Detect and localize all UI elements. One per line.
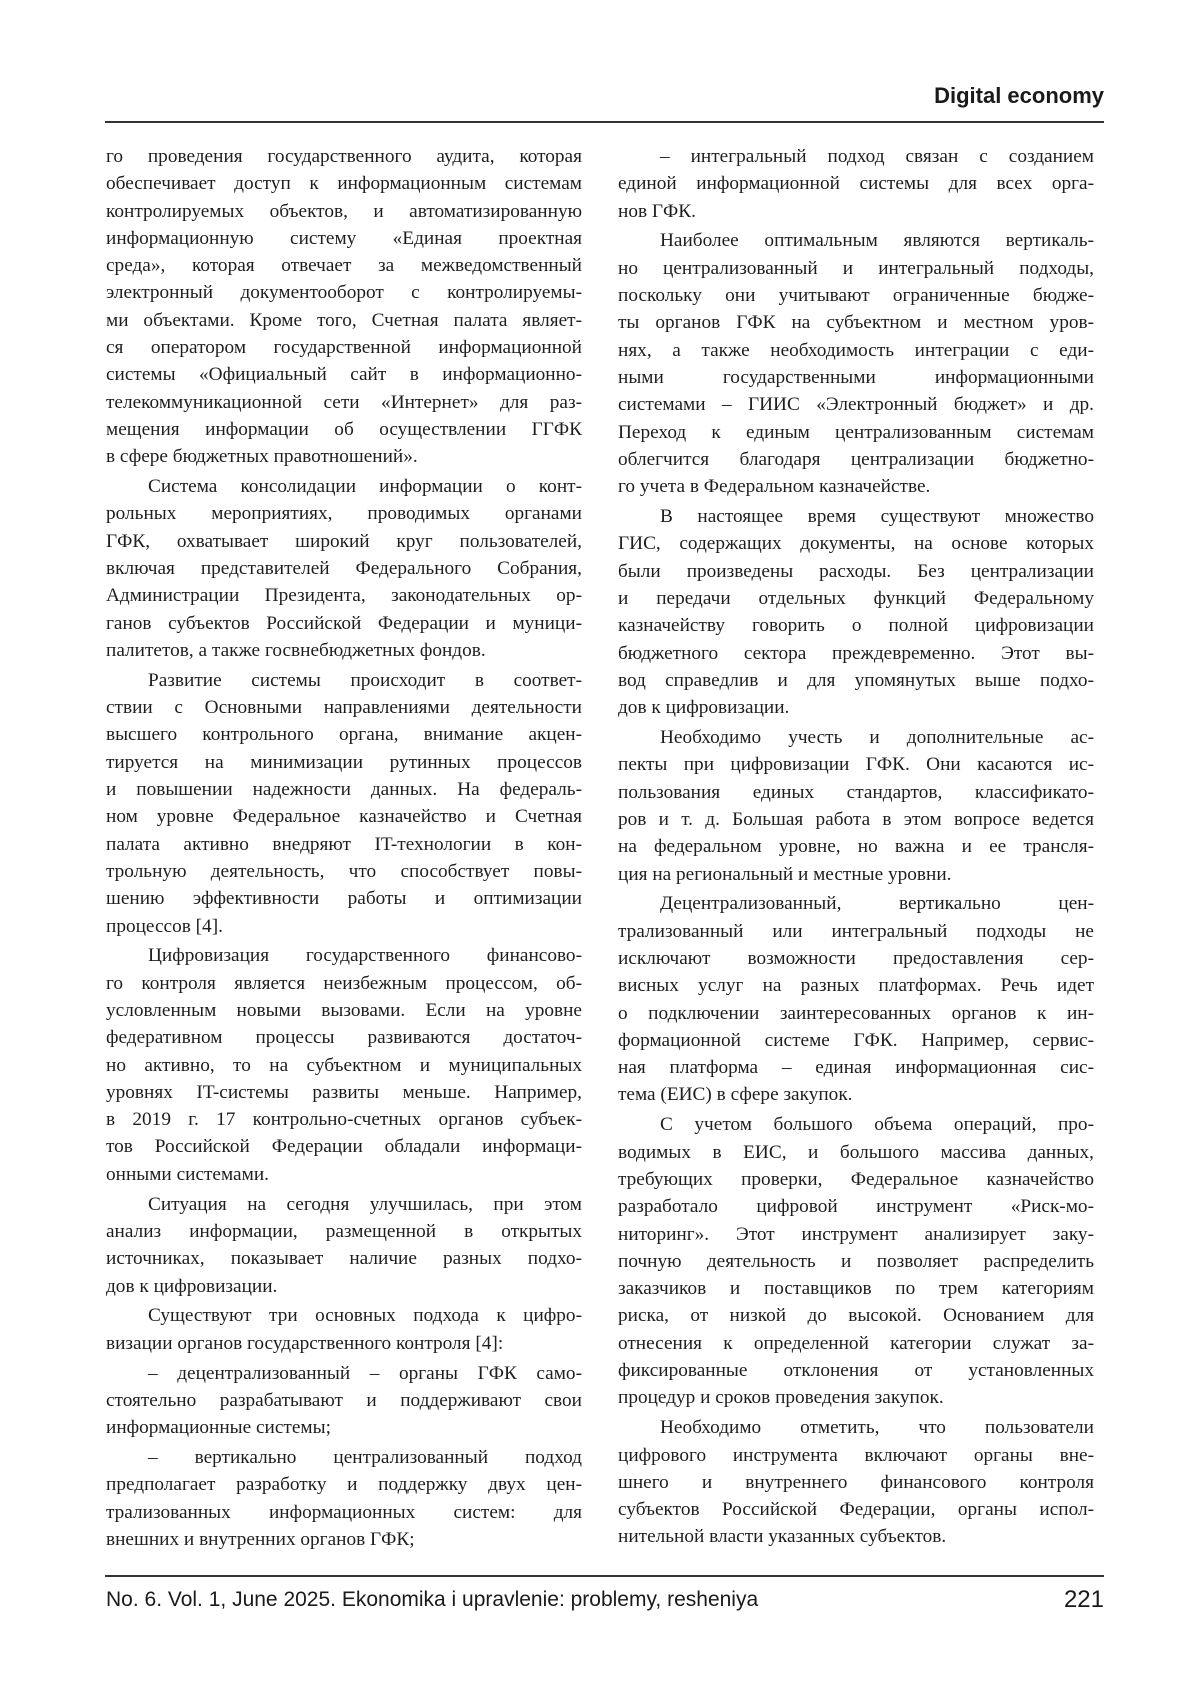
text-line: ганов субъектов Российской Федерации и муници-	[106, 610, 582, 637]
text-line: формационной системе ГФК. Например, сервис-	[618, 1027, 1094, 1054]
text-line: В настоящее время существуют множество	[618, 503, 1094, 530]
text-line: трализованных информационных систем: для	[106, 1499, 582, 1526]
text-line: онными системами.	[106, 1161, 582, 1188]
text-line: системами – ГИИС «Электронный бюджет» и др.	[618, 391, 1094, 418]
running-head-section: Digital economy	[934, 83, 1104, 109]
paragraph	[618, 503, 1094, 721]
text-line: ция на региональный и местные уровни.	[618, 861, 1094, 888]
text-line: отнесения к определенной категории служат за-	[618, 1330, 1094, 1357]
text-line: информационные системы;	[106, 1414, 582, 1441]
text-line: федеративном процессы развиваются достаточ-	[106, 1024, 582, 1051]
text-line: единой информационной системы для всех орга-	[618, 170, 1094, 197]
text-line: ными государственными информационными	[618, 364, 1094, 391]
text-line: требующих проверки, Федеральное казначейство	[618, 1166, 1094, 1193]
text-line: источниках, показывает наличие разных подхо-	[106, 1245, 582, 1272]
text-line: исключают возможности предоставления сер-	[618, 945, 1094, 972]
text-line: телекоммуникационной сети «Интернет» для раз-	[106, 389, 582, 416]
text-line: нительной власти указанных субъектов.	[618, 1523, 1094, 1550]
text-line: ГИС, содержащих документы, на основе которых	[618, 530, 1094, 557]
paragraph	[618, 1111, 1094, 1411]
text-line: были произведены расходы. Без централизации	[618, 558, 1094, 585]
text-line: в 2019 г. 17 контрольно-счетных органов субъек-	[106, 1106, 582, 1133]
paragraph	[106, 1360, 582, 1442]
text-line: ГФК, охватывает широкий круг пользователей,	[106, 528, 582, 555]
paragraph	[106, 1444, 582, 1553]
text-line: нях, а также необходимость интеграции с еди-	[618, 337, 1094, 364]
text-line: ствии с Основными направлениями деятельности	[106, 694, 582, 721]
right-column	[618, 143, 1094, 1553]
text-line: нов ГФК.	[618, 198, 1094, 225]
paragraph	[618, 1414, 1094, 1550]
text-line: и передачи отдельных функций Федеральному	[618, 585, 1094, 612]
text-line: цифрового инструмента включают органы вне-	[618, 1442, 1094, 1469]
text-line: ров и т. д. Большая работа в этом вопросе ведется	[618, 806, 1094, 833]
text-line: С учетом большого объема операций, про-	[618, 1111, 1094, 1138]
text-line: ная платформа – единая информационная сис-	[618, 1054, 1094, 1081]
text-line: дов к цифровизации.	[618, 694, 1094, 721]
text-line: Ситуация на сегодня улучшилась, при этом	[106, 1191, 582, 1218]
text-line: казначейству говорить о полной цифровизации	[618, 612, 1094, 639]
paragraph	[106, 473, 582, 664]
text-line: заказчиков и поставщиков по трем категориям	[618, 1275, 1094, 1302]
text-line: информационную систему «Единая проектная	[106, 225, 582, 252]
text-line: тируется на минимизации рутинных процессов	[106, 749, 582, 776]
text-line: предполагает разработку и поддержку двух цен-	[106, 1471, 582, 1498]
text-line: риска, от низкой до высокой. Основанием для	[618, 1302, 1094, 1329]
text-line: Децентрализованный, вертикально цен-	[618, 890, 1094, 917]
text-line: тема (ЕИС) в сфере закупок.	[618, 1081, 1094, 1108]
text-line: трализованный или интегральный подходы не	[618, 918, 1094, 945]
text-line: – вертикально централизованный подход	[106, 1444, 582, 1471]
text-line: Наиболее оптимальным являются вертикаль-	[618, 227, 1094, 254]
text-line: вод справедлив и для упомянутых выше подхо-	[618, 667, 1094, 694]
text-line: разработало цифровой инструмент «Риск-мо-	[618, 1193, 1094, 1220]
paragraph	[618, 143, 1094, 225]
text-line: шнего и внутреннего финансового контроля	[618, 1469, 1094, 1496]
text-line: тов Российской Федерации обладали информаци-	[106, 1133, 582, 1160]
header-rule	[105, 121, 1104, 123]
text-line: рольных мероприятиях, проводимых органами	[106, 500, 582, 527]
page-footer	[106, 1588, 1104, 1612]
text-line: облегчится благодаря централизации бюджетно-	[618, 446, 1094, 473]
text-line: Существуют три основных подхода к цифро-	[106, 1302, 582, 1329]
paragraph	[618, 724, 1094, 888]
text-line: Система консолидации информации о конт-	[106, 473, 582, 500]
text-line: визации органов государственного контроля [4]:	[106, 1330, 582, 1357]
paragraph	[106, 1302, 582, 1357]
text-line: шению эффективности работы и оптимизации	[106, 885, 582, 912]
text-line: уровнях IT-системы развиты меньше. Например,	[106, 1079, 582, 1106]
journal-citation: No. 6. Vol. 1, June 2025. Ekonomika i upravlenie: problemy, resheniya	[106, 1588, 758, 1611]
text-line: го проведения государственного аудита, которая	[106, 143, 582, 170]
text-line: – интегральный подход связан с созданием	[618, 143, 1094, 170]
text-line: ном уровне Федеральное казначейство и Счетная	[106, 803, 582, 830]
text-line: субъектов Российской Федерации, органы испол-	[618, 1496, 1094, 1523]
text-line: Необходимо отметить, что пользователи	[618, 1414, 1094, 1441]
paragraph	[106, 143, 582, 471]
text-line: среда», которая отвечает за межведомственный	[106, 252, 582, 279]
footer-rule	[105, 1575, 1104, 1577]
text-line: бюджетного сектора преждевременно. Этот вы-	[618, 640, 1094, 667]
text-line: и повышении надежности данных. На федераль-	[106, 776, 582, 803]
text-line: условленным новыми вызовами. Если на уровне	[106, 997, 582, 1024]
paragraph	[106, 667, 582, 940]
text-line: ми объектами. Кроме того, Счетная палата являет-	[106, 307, 582, 334]
text-line: Переход к единым централизованным системам	[618, 419, 1094, 446]
text-line: ся оператором государственной информационной	[106, 334, 582, 361]
text-line: палитетов, а также госвнебюджетных фондов.	[106, 637, 582, 664]
text-line: фиксированные отклонения от установленных	[618, 1357, 1094, 1384]
text-line: Развитие системы происходит в соответ-	[106, 667, 582, 694]
page-number: 221	[1064, 1586, 1104, 1614]
text-line: электронный документооборот с контролируемы-	[106, 279, 582, 306]
text-line: пользования единых стандартов, классификато-	[618, 779, 1094, 806]
text-line: мещения информации об осуществлении ГГФК	[106, 416, 582, 443]
text-line: пекты при цифровизации ГФК. Они касаются ис-	[618, 751, 1094, 778]
text-line: контролируемых объектов, и автоматизированную	[106, 198, 582, 225]
text-line: о подключении заинтересованных органов к ин-	[618, 1000, 1094, 1027]
text-line: ниторинг». Этот инструмент анализирует заку-	[618, 1221, 1094, 1248]
text-line: но активно, то на субъектном и муниципальных	[106, 1052, 582, 1079]
left-column	[106, 143, 582, 1556]
text-line: трольную деятельность, что способствует повы-	[106, 858, 582, 885]
text-line: Необходимо учесть и дополнительные ас-	[618, 724, 1094, 751]
text-line: Цифровизация государственного финансово-	[106, 942, 582, 969]
text-line: водимых в ЕИС, и большого массива данных,	[618, 1139, 1094, 1166]
text-line: палата активно внедряют IT-технологии в кон-	[106, 831, 582, 858]
text-line: почную деятельность и позволяет распределить	[618, 1248, 1094, 1275]
text-line: обеспечивает доступ к информационным системам	[106, 170, 582, 197]
text-line: стоятельно разрабатывают и поддерживают свои	[106, 1387, 582, 1414]
paragraph	[618, 227, 1094, 500]
text-line: го контроля является неизбежным процессом, об-	[106, 970, 582, 997]
text-line: Администрации Президента, законодательных ор-	[106, 582, 582, 609]
text-line: поскольку они учитывают ограниченные бюдже-	[618, 282, 1094, 309]
text-line: анализ информации, размещенной в открытых	[106, 1218, 582, 1245]
text-line: – децентрализованный – органы ГФК само-	[106, 1360, 582, 1387]
text-line: дов к цифровизации.	[106, 1273, 582, 1300]
text-line: го учета в Федеральном казначействе.	[618, 473, 1094, 500]
text-line: но централизованный и интегральный подходы,	[618, 255, 1094, 282]
paragraph	[106, 942, 582, 1188]
text-line: висных услуг на разных платформах. Речь идет	[618, 972, 1094, 999]
text-line: ты органов ГФК на субъектном и местном уров-	[618, 309, 1094, 336]
text-line: высшего контрольного органа, внимание акцен-	[106, 721, 582, 748]
text-line: процедур и сроков проведения закупок.	[618, 1384, 1094, 1411]
text-line: включая представителей Федерального Собрания,	[106, 555, 582, 582]
text-line: процессов [4].	[106, 913, 582, 940]
paragraph	[618, 890, 1094, 1108]
paragraph	[106, 1191, 582, 1300]
text-line: на федеральном уровне, но важна и ее трансля-	[618, 833, 1094, 860]
text-line: в сфере бюджетных правотношений».	[106, 443, 582, 470]
text-line: внешних и внутренних органов ГФК;	[106, 1526, 582, 1553]
text-line: системы «Официальный сайт в информационно-	[106, 361, 582, 388]
